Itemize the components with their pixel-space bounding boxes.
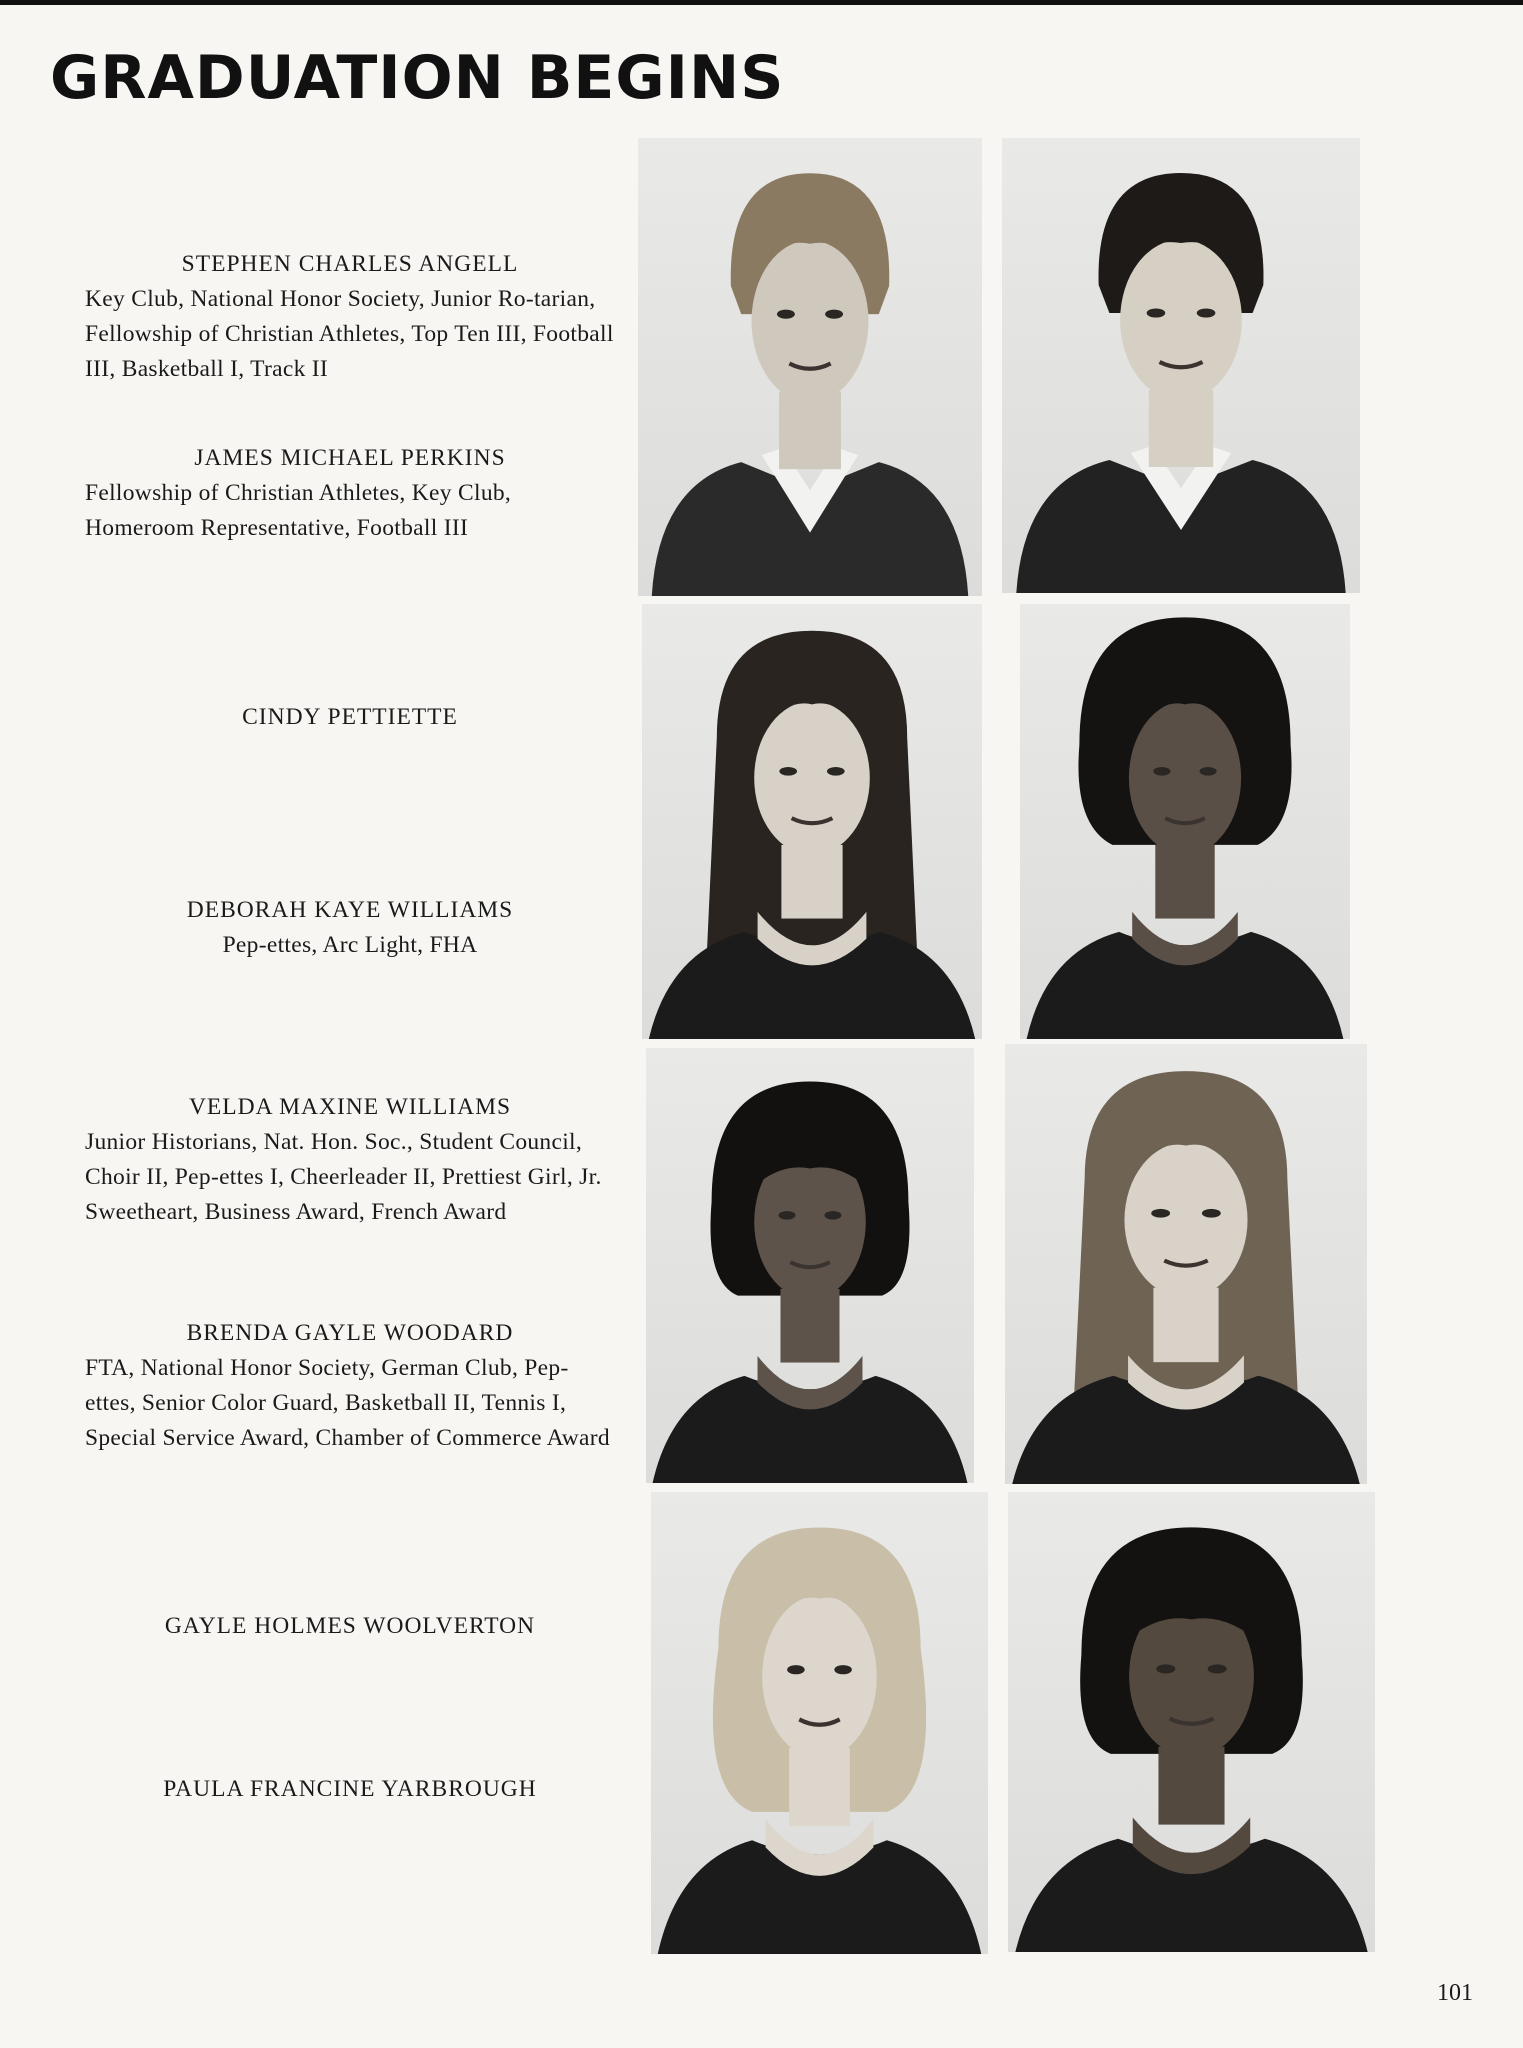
face-shape xyxy=(1120,240,1242,401)
student-activities: Fellowship of Christian Athletes, Key Club, Homeroom Representative, Football III xyxy=(85,480,512,541)
student-name: JAMES MICHAEL PERKINS xyxy=(194,445,506,471)
face-shape xyxy=(762,1595,877,1758)
student-name: PAULA FRANCINE YARBROUGH xyxy=(163,1776,537,1802)
portrait-silhouette xyxy=(1005,1044,1367,1484)
portrait-silhouette xyxy=(638,138,982,596)
eye xyxy=(1156,1664,1175,1673)
student-name: BRENDA GAYLE WOODARD xyxy=(186,1320,514,1346)
eye xyxy=(777,310,795,319)
neck-shape xyxy=(1158,1747,1224,1825)
entry-woodard xyxy=(85,1316,615,1456)
eye xyxy=(834,1665,852,1674)
student-activities: Key Club, National Honor Society, Junior Ro-tarian, Fellowship of Christian Athletes, Top Ten III, Football III, Basketball I, Track II xyxy=(85,286,614,382)
neck-shape xyxy=(1149,390,1213,467)
student-name: STEPHEN CHARLES ANGELL xyxy=(181,251,519,277)
entry-angell xyxy=(85,247,615,387)
portrait-silhouette xyxy=(1008,1492,1375,1952)
page-number: 101 xyxy=(1437,1980,1473,2006)
entry-deborah-williams xyxy=(85,893,615,963)
eye xyxy=(827,767,845,776)
top-rule xyxy=(0,0,1523,5)
portrait-photo xyxy=(646,1048,974,1483)
entry-yarbrough xyxy=(85,1772,615,1807)
face-shape xyxy=(754,701,870,855)
portrait-silhouette xyxy=(651,1492,988,1954)
eye xyxy=(1202,1209,1221,1218)
eye xyxy=(1208,1664,1227,1673)
face-shape xyxy=(1124,1142,1247,1298)
eye xyxy=(1153,767,1170,776)
entry-woolverton xyxy=(85,1609,615,1644)
neck-shape xyxy=(779,392,841,470)
student-activities: Pep-ettes, Arc Light, FHA xyxy=(222,932,478,958)
face-shape xyxy=(1129,701,1241,855)
portrait-photo xyxy=(1002,138,1360,593)
student-name: DEBORAH KAYE WILLIAMS xyxy=(186,897,514,923)
eye xyxy=(779,1211,796,1220)
portrait-photo xyxy=(1005,1044,1367,1484)
portrait-silhouette xyxy=(642,604,982,1039)
student-activities: FTA, National Honor Society, German Club, Pep-ettes, Senior Color Guard, Basketball II, Tennis I, Special Service Award, Chamber of Commerce Award xyxy=(85,1355,610,1451)
neck-shape xyxy=(780,1289,839,1363)
neck-shape xyxy=(1155,845,1214,919)
eye xyxy=(824,1211,841,1220)
eye xyxy=(787,1665,805,1674)
neck-shape xyxy=(789,1748,850,1826)
portrait-photo xyxy=(651,1492,988,1954)
eye xyxy=(779,767,797,776)
student-name: CINDY PETTIETTE xyxy=(242,704,458,730)
face-shape xyxy=(752,240,869,402)
entry-pettiette xyxy=(85,700,615,735)
student-name: GAYLE HOLMES WOOLVERTON xyxy=(164,1613,536,1639)
portrait-photo xyxy=(1020,604,1350,1039)
portrait-photo xyxy=(642,604,982,1039)
eye xyxy=(1200,767,1217,776)
portrait-silhouette xyxy=(1002,138,1360,593)
neck-shape xyxy=(1153,1288,1218,1362)
eye xyxy=(1147,308,1166,317)
portrait-silhouette xyxy=(646,1048,974,1483)
neck-shape xyxy=(781,845,842,919)
portrait-silhouette xyxy=(1020,604,1350,1039)
eye xyxy=(1151,1209,1170,1218)
portrait-photo xyxy=(638,138,982,596)
student-name: VELDA MAXINE WILLIAMS xyxy=(188,1094,512,1120)
entry-velda-williams xyxy=(85,1090,615,1230)
page-title: GRADUATION BEGINS xyxy=(50,43,785,113)
eye xyxy=(825,310,843,319)
portrait-photo xyxy=(1008,1492,1375,1952)
student-activities: Junior Historians, Nat. Hon. Soc., Student Council, Choir II, Pep-ettes I, Cheerleader II, Prettiest Girl, Jr. Sweetheart, Business Award, French Award xyxy=(85,1129,602,1225)
eye xyxy=(1197,308,1216,317)
entry-perkins xyxy=(85,441,615,546)
